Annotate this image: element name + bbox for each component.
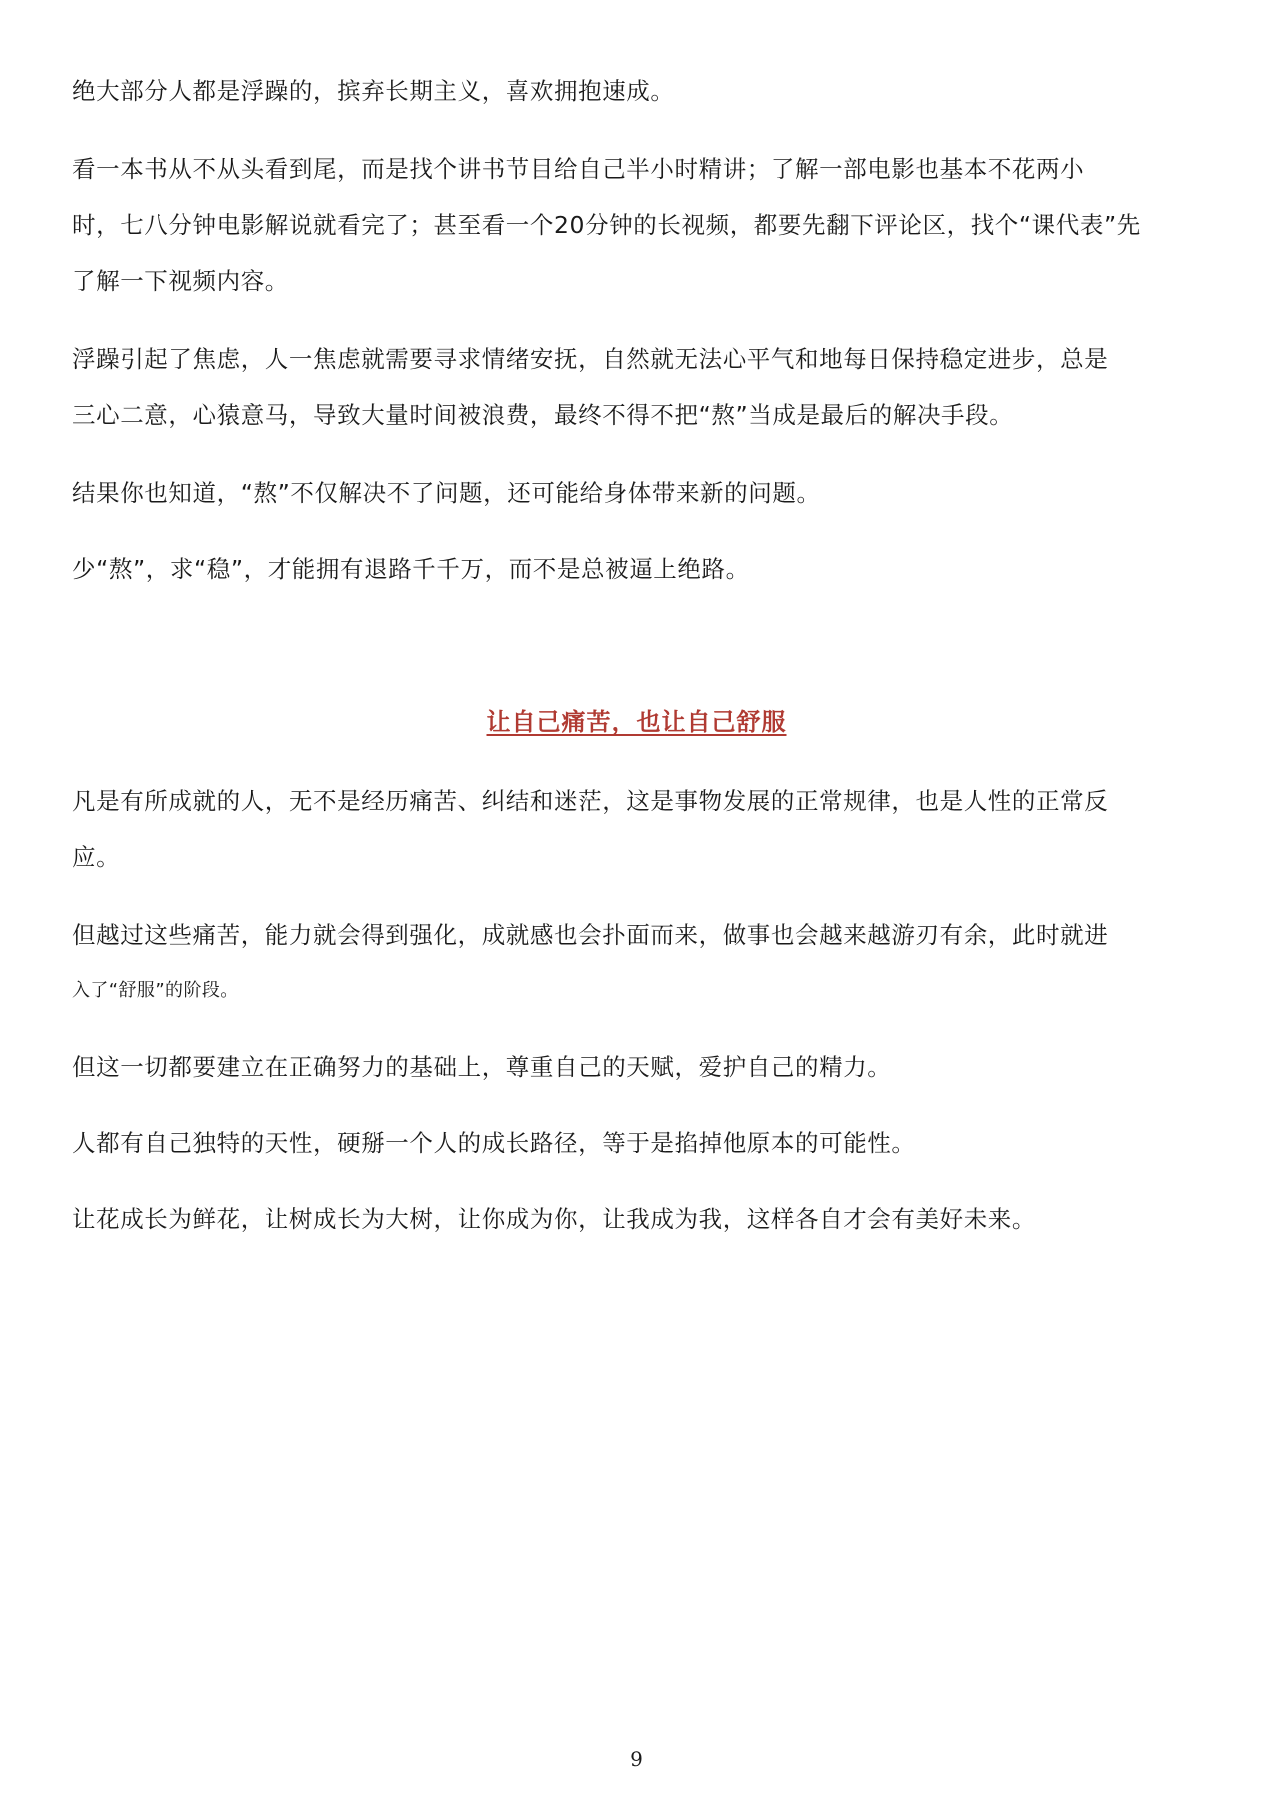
paragraph-line: 应。 [72, 843, 121, 871]
paragraph-line: 了解一下视频内容。 [72, 267, 289, 295]
section-title-text: 让自己痛苦，也让自己舒服 [486, 707, 787, 736]
paragraph-line: 凡是有所成就的人，无不是经历痛苦、纠结和迷茫，这是事物发展的正常规律，也是人性的正常反 [72, 787, 1109, 815]
paragraph-line: 人都有自己独特的天性，硬掰一个人的成长路径，等于是掐掉他原本的可能性。 [72, 1129, 916, 1157]
paragraph-line: 时，七八分钟电影解说就看完了；甚至看一个20分钟的长视频，都要先翻下评论区，找个“课代表”先 [72, 211, 1141, 239]
paragraph-line: 绝大部分人都是浮躁的，摈弃长期主义，喜欢拥抱速成。 [72, 77, 675, 105]
paragraph-line: 但这一切都要建立在正确努力的基础上，尊重自己的天赋，爱护自己的精力。 [72, 1053, 892, 1081]
page-number: 9 [630, 1747, 643, 1771]
paragraph-line: 三心二意，心猿意马，导致大量时间被浪费，最终不得不把“熬”当成是最后的解决手段。 [72, 401, 1014, 429]
section-title [0, 702, 1273, 737]
paragraph-line: 入了“舒服”的阶段。 [72, 980, 239, 1001]
paragraph-line: 但越过这些痛苦，能力就会得到强化，成就感也会扑面而来，做事也会越来越游刃有余，此时就进 [72, 921, 1109, 949]
paragraph-line: 让花成长为鲜花，让树成长为大树，让你成为你，让我成为我，这样各自才会有美好未来。 [72, 1205, 1036, 1233]
paragraph-line: 浮躁引起了焦虑，人一焦虑就需要寻求情绪安抚，自然就无法心平气和地每日保持稳定进步，总是 [72, 345, 1109, 373]
paragraph-line: 结果你也知道，“熬”不仅解决不了问题，还可能给身体带来新的问题。 [72, 479, 821, 507]
paragraph-line: 少“熬”，求“稳”，才能拥有退路千千万，而不是总被逼上绝路。 [72, 555, 750, 583]
paragraph-line: 看一本书从不从头看到尾，而是找个讲书节目给自己半小时精讲；了解一部电影也基本不花两小 [72, 155, 1085, 183]
